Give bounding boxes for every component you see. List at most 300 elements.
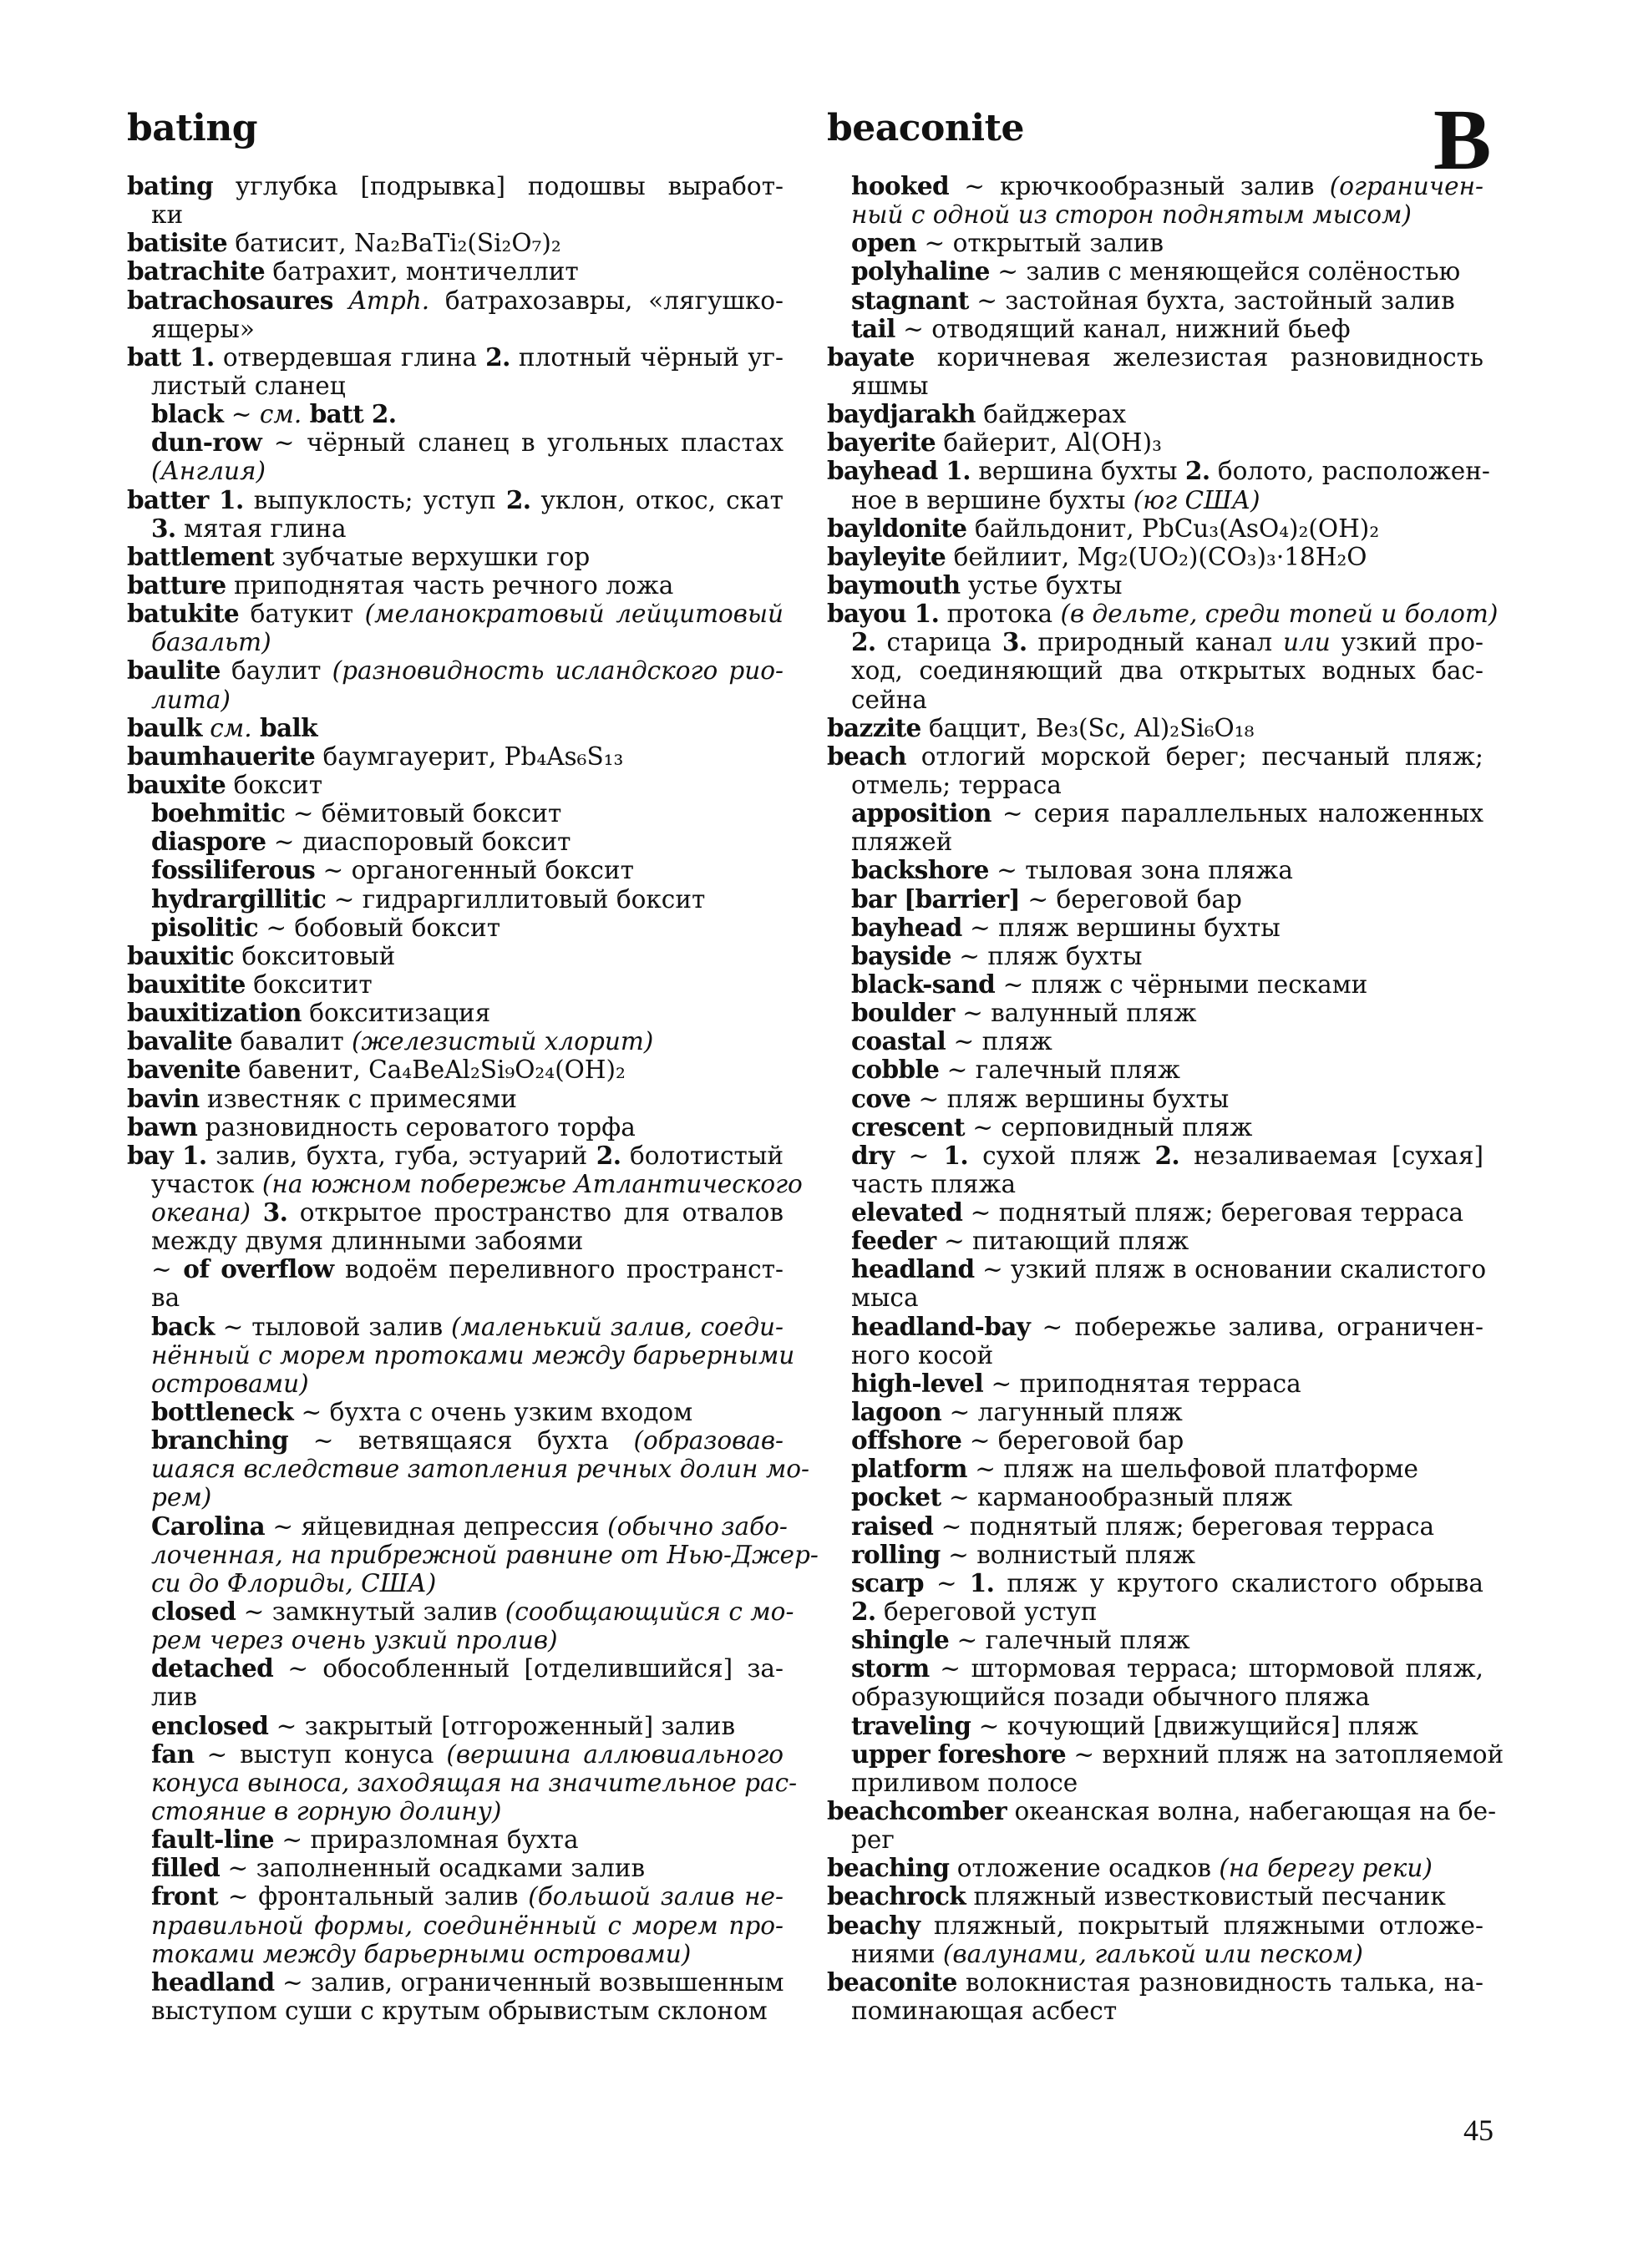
- definition-text: ~ галечный пляж: [939, 1056, 1180, 1085]
- subentry-line: [127, 828, 784, 856]
- headword: bay 1.: [127, 1140, 207, 1170]
- headword: baumhauerite: [127, 741, 316, 771]
- entry-continuation-line: [127, 1626, 784, 1654]
- headword: boulder: [851, 998, 955, 1028]
- definition-text: ~ галечный пляж: [949, 1626, 1190, 1655]
- definition-text: сейна: [851, 685, 927, 714]
- headword: 2.: [851, 627, 876, 657]
- definition-text: бавенит, Ca₄BeAl₂Si₉O₂₄(OH)₂: [240, 1056, 626, 1085]
- headword: beachy: [827, 1910, 921, 1940]
- headword: bavalite: [127, 1026, 233, 1056]
- italic-gloss: (юг США): [1133, 485, 1260, 514]
- entry-line: [127, 286, 784, 315]
- headword: bayou 1.: [827, 599, 940, 629]
- definition-text: пляжный, покрытый пляжными отложе-: [920, 1911, 1483, 1940]
- entry-continuation-line: [827, 628, 1483, 656]
- entry-continuation-line: [127, 514, 784, 543]
- definition-text: мыса: [851, 1283, 919, 1313]
- subentry-line: [827, 286, 1483, 315]
- entry-continuation-line: [827, 1170, 1483, 1198]
- headword: lagoon: [851, 1397, 942, 1427]
- definition-text: водоём переливного пространст-: [333, 1255, 784, 1284]
- headword: beaching: [827, 1853, 950, 1883]
- entry-line: [827, 1854, 1483, 1882]
- definition-text: ниями: [851, 1939, 943, 1968]
- entry-continuation-line: [127, 1198, 784, 1227]
- definition-text: выпуклость; уступ: [243, 485, 506, 514]
- entry-line: [127, 1113, 784, 1142]
- subentry-line: [827, 1654, 1483, 1683]
- definition-text: ящеры»: [151, 314, 255, 343]
- headword: diaspore: [151, 827, 266, 857]
- headword: bazzite: [827, 712, 921, 742]
- definition-text: боксит: [226, 770, 323, 799]
- subentry-line: [827, 970, 1483, 999]
- entry-line: [127, 999, 784, 1027]
- headword: fan: [151, 1739, 195, 1769]
- entry-continuation-line: [827, 372, 1483, 400]
- definition-text: отложение осадков: [949, 1854, 1220, 1883]
- headword: baulite: [127, 656, 221, 686]
- entry-continuation-line: [127, 1340, 795, 1369]
- definition-text: ~ пляж бухты: [951, 941, 1143, 970]
- entry-line: [127, 571, 784, 600]
- headword: back: [151, 1311, 215, 1341]
- entry-line: [827, 1911, 1483, 1940]
- italic-gloss: Amph.: [332, 286, 430, 315]
- definition-text: ~ выступ конуса: [194, 1739, 447, 1769]
- subentry-line: [827, 856, 1483, 884]
- definition-text: старица: [875, 628, 1002, 657]
- subentry-line: [827, 1113, 1483, 1142]
- headword: feeder: [851, 1226, 936, 1256]
- subentry-line: [127, 1654, 784, 1683]
- headword: bawn: [127, 1111, 198, 1142]
- entry-continuation-line: [127, 1797, 784, 1825]
- page-number: 45: [1463, 2114, 1494, 2147]
- entry-line: [127, 742, 784, 771]
- subentry-line: [827, 315, 1483, 343]
- headword: baulk: [127, 712, 202, 742]
- italic-gloss: см.: [259, 400, 310, 429]
- entry-line: [127, 486, 784, 514]
- headword: bauxitic: [127, 940, 234, 970]
- italic-gloss: нённый с морем протоками между барьерными: [151, 1340, 795, 1369]
- definition-text: отвердевшая глина: [214, 342, 486, 372]
- headword: hooked: [851, 171, 950, 200]
- subentry-line: [827, 1198, 1483, 1227]
- entry-continuation-line: [827, 1341, 1483, 1369]
- italic-gloss: (обычно забо-: [607, 1511, 788, 1541]
- definition-text: ход, соединяющий два открытых водных бас-: [851, 656, 1483, 686]
- definition-text: ного косой: [851, 1340, 994, 1369]
- entry-continuation-line: [127, 1997, 784, 2025]
- definition-text: ное в вершине бухты: [851, 485, 1134, 514]
- subentry-line: [827, 1254, 1487, 1284]
- definition-text: мятая глина: [175, 514, 347, 543]
- definition-text: ~ поднятый пляж; береговая терраса: [933, 1511, 1435, 1541]
- definition-text: ~: [223, 400, 260, 429]
- subentry-line: [827, 257, 1483, 286]
- subentry-line: [127, 1426, 784, 1455]
- subentry-line: [827, 1227, 1483, 1255]
- headword: storm: [851, 1653, 930, 1683]
- definition-text: выступом суши с крутым обрывистым склоном: [151, 1997, 768, 2025]
- definition-text: ~ питающий пляж: [936, 1227, 1189, 1256]
- headword: 3.: [151, 513, 176, 543]
- headword: stagnant: [851, 285, 969, 315]
- headword: hydrargillitic: [151, 883, 327, 914]
- headword: dry: [851, 1140, 895, 1170]
- entry-continuation-line: [827, 771, 1483, 799]
- definition-text: образующийся позади обычного пляжа: [851, 1683, 1370, 1712]
- definition-text: природный канал: [1027, 628, 1283, 657]
- italic-gloss: (маленький залив, соеди-: [450, 1312, 784, 1341]
- headword: batukite: [127, 599, 240, 629]
- definition-text: ~ приразломная бухта: [273, 1825, 579, 1855]
- italic-gloss: конуса выноса, заходящая на значительное рас-: [151, 1768, 798, 1797]
- italic-gloss: лита): [151, 685, 231, 714]
- subentry-line: [827, 1142, 1483, 1170]
- headword: coastal: [851, 1026, 946, 1056]
- entry-line: [127, 942, 784, 970]
- headword: batter 1.: [127, 484, 244, 514]
- subentry-line: [827, 1739, 1504, 1769]
- headword: front: [151, 1881, 218, 1911]
- definition-text: пляжный известковистый песчаник: [966, 1882, 1446, 1911]
- subentry-line: [827, 1712, 1483, 1740]
- definition-text: рег: [851, 1825, 895, 1855]
- headword: 2.: [851, 1597, 876, 1627]
- subentry-line: [827, 1056, 1483, 1084]
- headword: headland: [151, 1967, 275, 1997]
- subentry-line: [127, 400, 784, 428]
- entry-continuation-line: [127, 1283, 784, 1312]
- subentry-line: [827, 1455, 1483, 1483]
- headword: bating: [127, 171, 214, 200]
- subentry-line: [827, 1369, 1483, 1398]
- definition-text: ва: [151, 1283, 180, 1313]
- headword: bayhead 1.: [827, 456, 971, 486]
- definition-text: узкий про-: [1330, 628, 1483, 657]
- definition-text: ~ залив с меняющейся солёностью: [989, 257, 1461, 286]
- entry-continuation-line: [827, 656, 1483, 685]
- headword: shingle: [851, 1625, 950, 1655]
- headword: bar [barrier]: [851, 883, 1021, 914]
- definition-text: отлогий морской берег; песчаный пляж;: [905, 742, 1483, 771]
- definition-text: бокситит: [245, 969, 373, 999]
- headword: headland: [851, 1254, 975, 1284]
- subentry-line: [827, 999, 1483, 1027]
- headword: filled: [151, 1853, 221, 1883]
- entry-line: [827, 456, 1490, 486]
- definition-text: бокситизация: [301, 999, 491, 1028]
- subentry-line: [827, 1569, 1483, 1597]
- headword: 2.: [1184, 456, 1210, 486]
- headword: batture: [127, 570, 226, 600]
- definition-text: ~ пляж вершины бухты: [910, 1084, 1230, 1113]
- definition-text: ~ верхний пляж на затопляемой: [1066, 1739, 1504, 1769]
- definition-text: листый сланец: [151, 371, 346, 400]
- headword: headland-bay: [851, 1311, 1031, 1341]
- italic-gloss: океана): [151, 1198, 251, 1228]
- headword: 2.: [1154, 1140, 1180, 1170]
- headword: branching: [151, 1425, 289, 1455]
- entry-continuation-line: [127, 315, 784, 343]
- subentry-line: [827, 1398, 1483, 1426]
- headword: dun-row: [151, 428, 262, 458]
- subentry-line: [127, 1511, 788, 1541]
- headword: baymouth: [827, 570, 961, 600]
- italic-gloss: см.: [201, 713, 260, 742]
- entry-continuation-line: [127, 1911, 784, 1940]
- definition-text: ~ ветвящаяся бухта: [288, 1426, 634, 1455]
- definition-text: ~ застойная бухта, застойный залив: [968, 286, 1455, 315]
- definition-text: ~ закрытый [отгороженный] залив: [268, 1711, 736, 1740]
- entry-line: [827, 1882, 1483, 1911]
- subentry-line: [127, 1398, 784, 1426]
- entry-continuation-line: [127, 1940, 784, 1968]
- subentry-line: [827, 1085, 1483, 1113]
- entry-line: [127, 1142, 784, 1170]
- headword: crescent: [851, 1111, 965, 1142]
- definition-text: вершина бухты: [970, 457, 1185, 486]
- subentry-line: [127, 1313, 784, 1341]
- subentry-line: [127, 1597, 794, 1627]
- entry-continuation-line: [127, 1455, 810, 1484]
- headword: 2.: [485, 342, 510, 372]
- entry-line: [827, 571, 1483, 600]
- entry-continuation-line: [127, 1540, 819, 1569]
- entry-line: [827, 343, 1483, 372]
- headword: closed: [151, 1597, 236, 1627]
- headword: batrachite: [127, 256, 266, 286]
- headword: bauxitization: [127, 998, 302, 1028]
- definition-text: байерит, Al(OH)₃: [936, 428, 1162, 458]
- definition-text: коричневая железистая разновидность: [914, 342, 1483, 372]
- headword: bauxitite: [127, 969, 246, 999]
- italic-gloss: (разновидность исландского рио-: [332, 656, 784, 686]
- definition-text: ~ пляж вершины бухты: [961, 913, 1281, 942]
- entry-continuation-line: [827, 1940, 1483, 1968]
- entry-line: [127, 343, 784, 372]
- headword: black-sand: [851, 969, 996, 999]
- subentry-line: [827, 885, 1483, 914]
- definition-text: береговой уступ: [875, 1597, 1098, 1627]
- definition-text: ~ береговой бар: [961, 1426, 1184, 1455]
- italic-gloss: (валунами, галькой или песком): [942, 1939, 1363, 1968]
- headword: beachrock: [827, 1881, 966, 1911]
- subentry-line: [127, 1854, 784, 1882]
- subentry-line: [827, 1626, 1483, 1654]
- entry-line: [827, 1796, 1497, 1826]
- entry-line: [127, 1085, 784, 1113]
- definition-text: часть пляжа: [851, 1169, 1017, 1198]
- definition-text: сухой пляж: [968, 1141, 1155, 1170]
- definition-text: поминающая асбест: [851, 1997, 1118, 2025]
- definition-text: лив: [151, 1683, 198, 1712]
- subentry-line: [827, 914, 1483, 942]
- entry-continuation-line: [827, 1997, 1483, 2025]
- italic-gloss: (большой залив не-: [528, 1882, 784, 1911]
- definition-text: отмель; терраса: [851, 770, 1062, 799]
- italic-gloss: стояние в горную долину): [151, 1797, 502, 1826]
- headword: 1.: [943, 1140, 969, 1170]
- definition-text: ~ серия параллельных наложенных: [991, 799, 1483, 828]
- definition-text: ~ валунный пляж: [954, 999, 1197, 1028]
- italic-gloss: (ограничен-: [1329, 172, 1483, 200]
- definition-text: ~ кочующий [движущийся] пляж: [971, 1711, 1418, 1740]
- entry-continuation-line: [127, 372, 784, 400]
- subentry-line: [127, 856, 784, 884]
- italic-gloss: ный с одной из сторон поднятым мысом): [851, 200, 1412, 230]
- entry-line: [127, 172, 784, 200]
- entry-continuation-line: [827, 486, 1483, 514]
- definition-text: баццит, Be₃(Sc, Al)₂Si₆O₁₈: [921, 713, 1255, 742]
- italic-gloss: (Англия): [151, 457, 266, 486]
- headword: baydjarakh: [827, 399, 976, 429]
- definition-text: ки: [151, 200, 184, 230]
- entry-continuation-line: [127, 1483, 784, 1511]
- subentry-line: [127, 1712, 784, 1740]
- subentry-line: [127, 914, 784, 942]
- entry-line: [827, 1968, 1483, 1997]
- headword: 3.: [1002, 627, 1027, 657]
- headword: tail: [851, 313, 895, 343]
- headword: 2.: [596, 1140, 621, 1170]
- entry-continuation-line: [127, 1369, 784, 1398]
- definition-text: ~ волнистый пляж: [940, 1540, 1196, 1569]
- definition-text: байджерах: [975, 400, 1127, 429]
- definition-text: ~ залив, ограниченный возвышенным: [274, 1967, 784, 1997]
- headword: of overflow: [183, 1254, 334, 1284]
- headword: scarp: [851, 1567, 924, 1597]
- headword: black: [151, 399, 224, 429]
- definition-text: батукит: [239, 600, 365, 629]
- entry-continuation-line: [827, 1683, 1483, 1711]
- entry-line: [827, 599, 1499, 629]
- headword: upper foreshore: [851, 1739, 1067, 1769]
- headword: bayerite: [827, 428, 936, 458]
- headword: backshore: [851, 855, 989, 885]
- headword: bavenite: [127, 1055, 241, 1085]
- definition-text: волокнистая разновидность талька, на-: [956, 1967, 1483, 1997]
- entry-continuation-line: [127, 1569, 784, 1597]
- headword: fault-line: [151, 1825, 274, 1855]
- entry-continuation-line: [827, 828, 1483, 856]
- headword: open: [851, 228, 917, 258]
- subentry-line: [127, 885, 784, 914]
- headword: rolling: [851, 1539, 941, 1569]
- definition-text: ~: [894, 1141, 944, 1170]
- definition-text: ~ тыловая зона пляжа: [988, 856, 1293, 885]
- definition-text: байльдонит, PbCu₃(AsO₄)₂(OH)₂: [966, 514, 1380, 543]
- entry-line: [127, 600, 784, 628]
- entry-continuation-line: [127, 457, 784, 485]
- subentry-line: [827, 172, 1483, 200]
- entry-continuation-line: [127, 1768, 798, 1797]
- entry-line: [127, 970, 784, 999]
- headword: bauxite: [127, 769, 226, 799]
- definition-text: ~ отводящий канал, нижний бьеф: [895, 314, 1351, 343]
- definition-text: ~ узкий пляж в основании скалистого: [974, 1255, 1487, 1284]
- entry-line: [827, 714, 1483, 742]
- italic-gloss: рем через очень узкий пролив): [151, 1626, 558, 1655]
- definition-text: приподнятая часть речного ложа: [226, 570, 674, 600]
- headword: offshore: [851, 1425, 962, 1455]
- definition-text: углубка [подрывка] подошвы выработ-: [213, 172, 784, 200]
- italic-gloss: рем): [151, 1483, 212, 1512]
- headword: cobble: [851, 1055, 940, 1085]
- definition-text: бейлиит, Mg₂(UO₂)(CO₃)₃·18H₂O: [946, 542, 1367, 571]
- italic-gloss: (на берегу реки): [1219, 1854, 1433, 1883]
- headword: pisolitic: [151, 912, 258, 942]
- definition-text: ~ гидраргиллитовый боксит: [326, 884, 706, 914]
- subentry-line: [827, 1483, 1483, 1511]
- entry-line: [127, 229, 784, 257]
- headword: balk: [259, 712, 317, 742]
- definition-text: ~ серповидный пляж: [964, 1112, 1253, 1142]
- definition-text: ~ лагунный пляж: [941, 1398, 1183, 1427]
- entry-line: [127, 1027, 784, 1056]
- entry-line: [827, 543, 1483, 571]
- entry-continuation-line: [827, 686, 1483, 714]
- definition-text: батрахит, монтичеллит: [265, 257, 579, 286]
- definition-text: известняк с примесями: [199, 1084, 517, 1113]
- italic-gloss: (на южном побережье Атлантического: [261, 1169, 803, 1198]
- definition-text: пляж у крутого скалистого обрыва: [994, 1568, 1483, 1597]
- definition-text: ~ бёмитовый боксит: [285, 799, 562, 828]
- entry-continuation-line: [827, 200, 1483, 229]
- definition-text: ~ береговой бар: [1020, 884, 1242, 914]
- italic-gloss: или: [1282, 628, 1331, 657]
- italic-gloss: шаяся вследствие затопления речных долин мо-: [151, 1455, 810, 1484]
- headword: battlement: [127, 541, 275, 571]
- definition-text: между двумя длинными забоями: [151, 1227, 584, 1256]
- subentry-line: [827, 1512, 1483, 1541]
- headword: batisite: [127, 228, 227, 258]
- entry-line: [127, 1056, 784, 1084]
- subentry-line: [127, 428, 784, 457]
- subentry-line: [827, 1313, 1483, 1341]
- definition-text: бокситовый: [233, 941, 396, 970]
- headword: beachcomber: [827, 1796, 1007, 1826]
- italic-gloss: (меланократовый лейцитовый: [364, 600, 784, 629]
- subentry-line: [827, 1027, 1483, 1056]
- headword: high-level: [851, 1368, 984, 1398]
- definition-text: болотистый: [621, 1141, 784, 1170]
- definition-text: зубчатые верхушки гор: [274, 542, 591, 571]
- definition-text: участок: [151, 1169, 262, 1198]
- subentry-line: [827, 942, 1483, 970]
- definition-text: яшмы: [851, 371, 929, 400]
- definition-text: ~ открытый залив: [916, 229, 1164, 258]
- italic-gloss: (образовав-: [633, 1426, 784, 1455]
- running-head-left: bating: [127, 107, 258, 149]
- definition-text: ~ штормовая терраса; штормовой пляж,: [929, 1654, 1483, 1683]
- definition-text: ~ поднятый пляж; береговая терраса: [962, 1198, 1464, 1228]
- headword: bayate: [827, 342, 915, 372]
- headword: platform: [851, 1454, 967, 1484]
- subentry-line: [127, 799, 784, 828]
- definition-text: ~ пляж: [946, 1027, 1052, 1056]
- entry-line: [127, 714, 784, 742]
- italic-gloss: (вершина аллювиального: [446, 1739, 784, 1769]
- definition-text: ~: [151, 1255, 184, 1284]
- left-column: [127, 171, 819, 2025]
- subentry-line: [827, 1541, 1483, 1569]
- headword: polyhaline: [851, 256, 990, 286]
